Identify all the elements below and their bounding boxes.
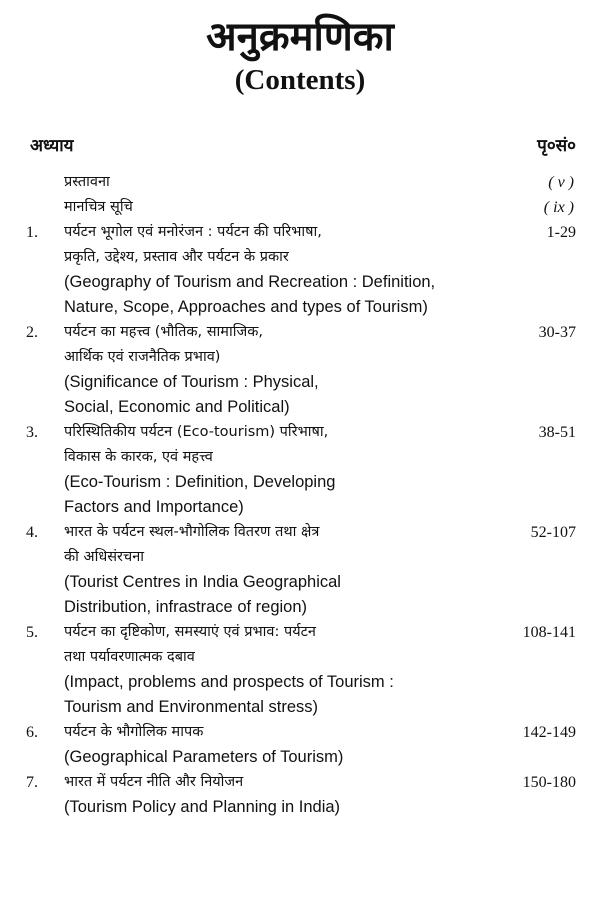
chapter-column-header: अध्याय [30,136,74,156]
chapter-title-line: पर्यटन का महत्त्व (भौतिक, सामाजिक, [64,324,263,340]
chapter-entry-3 [0,420,600,520]
chapter-title-line: (Tourist Centres in India Geographical [64,573,341,591]
chapter-number: 4. [26,524,38,541]
chapter-page-range: 30-37 [538,324,576,341]
page-subtitle: (Contents) [234,64,366,96]
front-matter-map-list [0,195,600,220]
front-matter-label: मानचित्र सूचि [64,199,133,215]
chapter-entry-7 [0,770,600,820]
chapter-entry-6 [0,720,600,770]
chapter-title-line: Distribution, infrastrace of region) [64,598,308,616]
chapter-number: 2. [26,324,38,341]
contents-list [0,170,600,820]
chapter-number: 5. [26,624,38,641]
chapter-entry-5 [0,620,600,720]
chapter-title-line: Nature, Scope, Approaches and types of Tourism) [64,298,428,316]
chapter-title-line: पर्यटन के भौगोलिक मापक [64,724,204,740]
chapter-title-line: (Eco-Tourism : Definition, Developing [64,473,336,491]
chapter-number: 6. [26,724,38,741]
chapter-page-range: 142-149 [522,724,576,741]
page-title: अनुक्रमणिका [206,14,394,60]
front-matter-label: प्रस्तावना [64,174,110,190]
chapter-title-line: Factors and Importance) [64,498,244,516]
chapter-title-line: परिस्थितिकीय पर्यटन (Eco-tourism) परिभाषा, [64,424,329,440]
chapter-title-line: पर्यटन का दृष्टिकोण, समस्याएं एवं प्रभाव: पर्यटन [64,624,316,640]
chapter-entry-2 [0,320,600,420]
chapter-title-line: भारत में पर्यटन नीति और नियोजन [64,774,244,790]
chapter-title-line: (Impact, problems and prospects of Tourism : [64,673,394,691]
front-matter-page: ( v ) [548,174,574,191]
chapter-title-line: पर्यटन भूगोल एवं मनोरंजन : पर्यटन की परिभाषा, [64,224,322,240]
front-matter-preface [0,170,600,195]
front-matter-page: ( ix ) [543,199,574,216]
chapter-title-line: Tourism and Environmental stress) [64,698,319,716]
chapter-entry-1 [0,220,600,320]
chapter-title-line: (Significance of Tourism : Physical, [64,373,319,391]
chapter-page-range: 52-107 [530,524,576,541]
chapter-title-line: प्रकृति, उद्देश्य, प्रस्ताव और पर्यटन के प्रकार [64,249,289,265]
chapter-title-line: (Tourism Policy and Planning in India) [64,798,341,816]
chapter-title-line: (Geographical Parameters of Tourism) [64,748,344,766]
chapter-page-range: 38-51 [538,424,576,441]
chapter-title-line: विकास के कारक, एवं महत्त्व [64,449,213,465]
chapter-number: 7. [26,774,38,791]
chapter-page-range: 108-141 [522,624,576,641]
chapter-page-range: 150-180 [522,774,576,791]
chapter-number: 1. [26,224,38,241]
chapter-title-line: Social, Economic and Political) [64,398,290,416]
chapter-title-line: भारत के पर्यटन स्थल-भौगोलिक वितरण तथा क्षेत्र [64,524,320,540]
chapter-entry-4 [0,520,600,620]
chapter-page-range: 1-29 [546,224,576,241]
chapter-number: 3. [26,424,38,441]
chapter-title-line: तथा पर्यावरणात्मक दबाव [64,649,195,665]
page-column-header: पृ०सं० [537,136,576,156]
chapter-title-line: (Geography of Tourism and Recreation : Definition, [64,273,436,291]
chapter-title-line: की अधिसंरचना [64,549,144,565]
chapter-title-line: आर्थिक एवं राजनैतिक प्रभाव) [64,349,221,365]
